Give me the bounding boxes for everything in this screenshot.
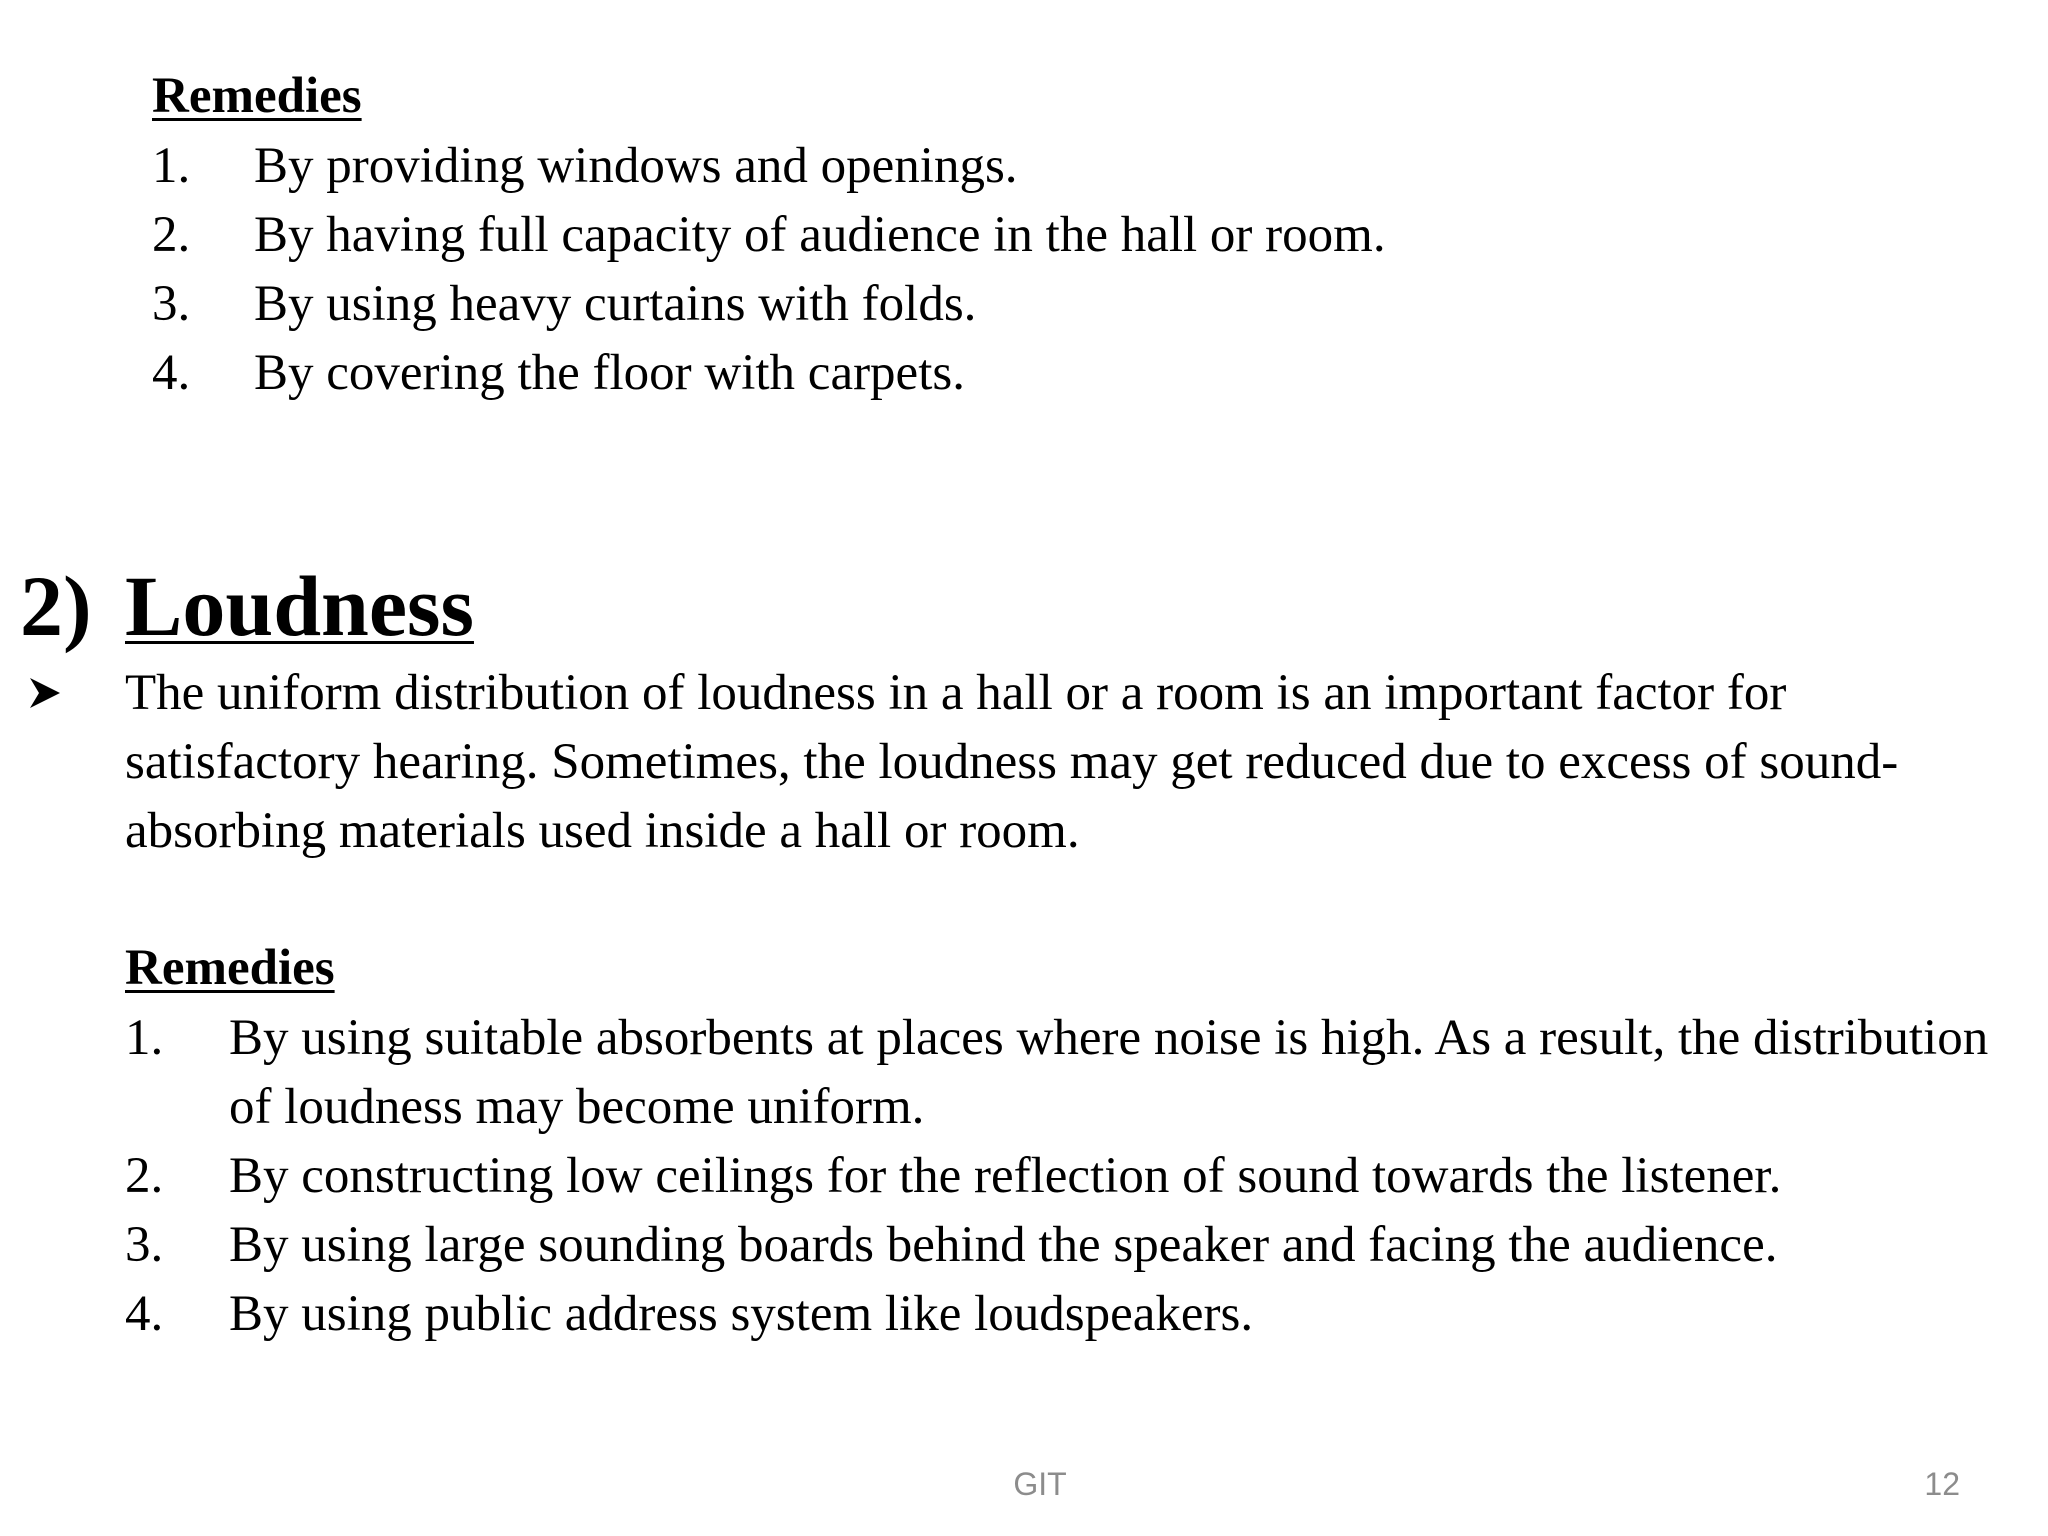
list-item (125, 1280, 2025, 1349)
list-item-number: 1. (125, 1010, 164, 1066)
remedies-heading-1: Remedies (152, 68, 362, 124)
list-item-text: By providing windows and openings. (254, 138, 1018, 194)
list-item-number: 3. (125, 1217, 164, 1273)
list-item-number: 2. (152, 207, 191, 263)
arrowhead-bullet-icon (28, 676, 62, 710)
list-item-number: 4. (152, 345, 191, 401)
footer-label: GIT (1013, 1466, 1067, 1502)
remedies-list-2 (125, 1004, 2025, 1349)
page-number: 12 (1924, 1466, 1960, 1502)
list-item (152, 201, 1952, 270)
remedies-heading-2: Remedies (125, 940, 335, 996)
list-item-number: 2. (125, 1148, 164, 1204)
loudness-paragraph: The uniform distribution of loudness in a hall or a room is an important factor for satisfactory hearing. Sometimes, the loudness may get reduced due to excess of sound-absorbing materials used inside a hall or room. (125, 665, 1899, 859)
list-item (125, 1211, 2025, 1280)
list-item-text: By using public address system like loudspeakers. (229, 1286, 1254, 1342)
list-item-text: By constructing low ceilings for the reflection of sound towards the listener. (229, 1148, 1782, 1204)
list-item-text: By using heavy curtains with folds. (254, 276, 977, 332)
remedies-list-1 (152, 132, 1952, 408)
list-item-number: 4. (125, 1286, 164, 1342)
section-title: Loudness (125, 558, 474, 654)
list-item-text: By covering the floor with carpets. (254, 345, 965, 401)
section-number: 2) (20, 558, 92, 654)
list-item-text: By using suitable absorbents at places where noise is high. As a result, the distribution of loudness may become uniform. (229, 1010, 1989, 1135)
list-item-text: By using large sounding boards behind the speaker and facing the audience. (229, 1217, 1778, 1273)
list-item (152, 339, 1952, 408)
section-heading-loudness (20, 556, 474, 656)
list-item-number: 1. (152, 138, 191, 194)
list-item-text: By having full capacity of audience in the hall or room. (254, 207, 1386, 263)
list-item (125, 1142, 2025, 1211)
list-item (125, 1004, 2025, 1142)
list-item (152, 132, 1952, 201)
list-item (152, 270, 1952, 339)
list-item-number: 3. (152, 276, 191, 332)
